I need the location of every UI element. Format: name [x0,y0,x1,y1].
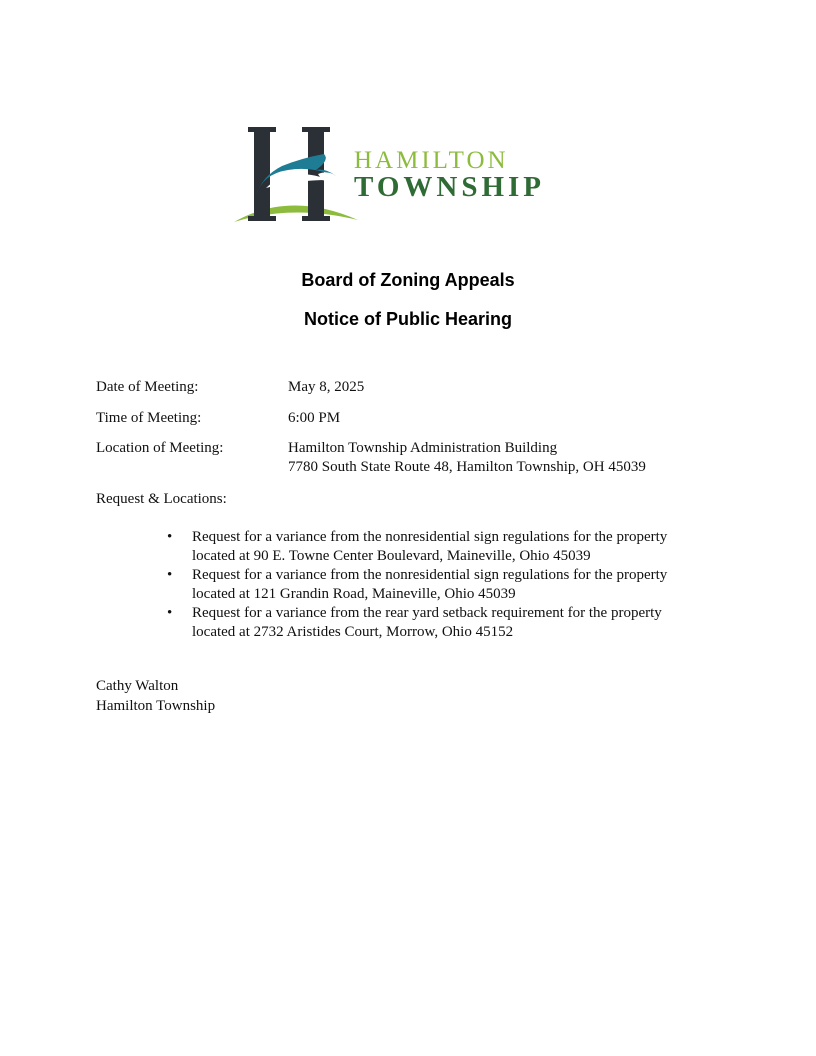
list-item [165,566,725,604]
h-left-stem [254,128,270,220]
logo-line-hamilton: HAMILTON [354,147,509,174]
request-text: Request for a variance from the nonresidential sign regulations for the property [192,529,668,545]
township-logo [232,124,588,228]
signature-org: Hamilton Township [96,698,216,714]
request-location: located at 2732 Aristides Court, Morrow, Ohio 45152 [192,624,514,640]
request-text: Request for a variance from the rear yard setback requirement for the property [192,605,662,621]
list-item [165,528,725,566]
request-text: Request for a variance from the nonresidential sign regulations for the property [192,567,668,583]
requests-label: Request & Locations: [96,491,227,507]
bullet-icon: • [167,605,173,621]
time-value: 6:00 PM [288,410,341,426]
notice-title: Notice of Public Hearing [303,309,513,329]
time-label: Time of Meeting: [96,410,202,426]
date-label: Date of Meeting: [96,379,199,395]
location-address: 7780 South State Route 48, Hamilton Township, OH 45039 [288,459,646,475]
request-list [165,528,725,642]
logo-line-township: TOWNSHIP [354,171,546,203]
hamilton-township-logo-graphic [232,124,588,228]
list-item [165,604,725,642]
signature-name: Cathy Walton [96,678,179,694]
board-title: Board of Zoning Appeals [301,270,515,290]
bullet-icon: • [167,529,173,545]
request-location: located at 121 Grandin Road, Maineville, Ohio 45039 [192,586,516,602]
request-location: located at 90 E. Towne Center Boulevard, Maineville, Ohio 45039 [192,548,591,564]
bullet-icon: • [167,567,173,583]
date-value: May 8, 2025 [288,379,365,395]
location-building: Hamilton Township Administration Building [288,440,558,456]
location-label: Location of Meeting: [96,440,224,456]
